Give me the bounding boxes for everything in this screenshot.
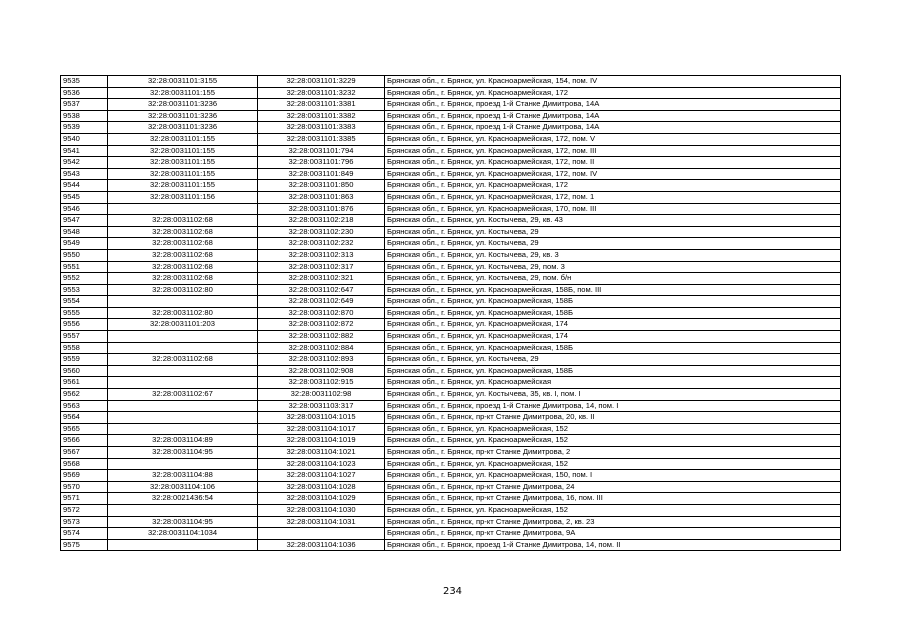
row-number-cell: 9550: [61, 249, 108, 261]
row-number-cell: 9560: [61, 365, 108, 377]
new-cadastral-number-cell: 32:28:0031104:1031: [258, 516, 385, 528]
new-cadastral-number-cell: 32:28:0031101:3232: [258, 87, 385, 99]
table-row: [61, 226, 841, 238]
table-row: [61, 76, 841, 88]
row-number-cell: 9563: [61, 400, 108, 412]
table-row: [61, 331, 841, 343]
old-cadastral-number-cell: 32:28:0031104:95: [108, 516, 258, 528]
new-cadastral-number-cell: 32:28:0031103:317: [258, 400, 385, 412]
row-number-cell: 9549: [61, 238, 108, 250]
address-cell: Брянская обл., г. Брянск, ул. Красноармейская, 158Б: [385, 307, 841, 319]
address-cell: Брянская обл., г. Брянск, проезд 1-й Станке Димитрова, 14, пом. II: [385, 539, 841, 551]
address-cell: Брянская обл., г. Брянск, ул. Красноармейская, 172: [385, 180, 841, 192]
old-cadastral-number-cell: 32:28:0031101:155: [108, 145, 258, 157]
row-number-cell: 9575: [61, 539, 108, 551]
row-number-cell: 9535: [61, 76, 108, 88]
address-cell: Брянская обл., г. Брянск, ул. Красноармейская, 158Б: [385, 296, 841, 308]
old-cadastral-number-cell: 32:28:0031104:88: [108, 470, 258, 482]
new-cadastral-number-cell: 32:28:0031101:3381: [258, 99, 385, 111]
address-cell: Брянская обл., г. Брянск, ул. Костычева, 29: [385, 226, 841, 238]
address-cell: Брянская обл., г. Брянск, ул. Красноармейская, 174: [385, 331, 841, 343]
new-cadastral-number-cell: 32:28:0031102:884: [258, 342, 385, 354]
row-number-cell: 9572: [61, 504, 108, 516]
old-cadastral-number-cell: 32:28:0031101:155: [108, 180, 258, 192]
new-cadastral-number-cell: 32:28:0031101:3383: [258, 122, 385, 134]
row-number-cell: 9539: [61, 122, 108, 134]
old-cadastral-number-cell: 32:28:0031101:156: [108, 191, 258, 203]
new-cadastral-number-cell: 32:28:0031102:649: [258, 296, 385, 308]
old-cadastral-number-cell: 32:28:0031101:155: [108, 157, 258, 169]
new-cadastral-number-cell: 32:28:0031102:230: [258, 226, 385, 238]
row-number-cell: 9559: [61, 354, 108, 366]
row-number-cell: 9553: [61, 284, 108, 296]
table-row: [61, 215, 841, 227]
address-cell: Брянская обл., г. Брянск, пр-кт Станке Димитрова, 2: [385, 447, 841, 459]
new-cadastral-number-cell: 32:28:0031101:3229: [258, 76, 385, 88]
new-cadastral-number-cell: 32:28:0031104:1023: [258, 458, 385, 470]
row-number-cell: 9552: [61, 273, 108, 285]
address-cell: Брянская обл., г. Брянск, ул. Костычева, 29: [385, 354, 841, 366]
new-cadastral-number-cell: 32:28:0031102:232: [258, 238, 385, 250]
address-cell: Брянская обл., г. Брянск, пр-кт Станке Димитрова, 9А: [385, 528, 841, 540]
address-cell: Брянская обл., г. Брянск, проезд 1-й Станке Димитрова, 14А: [385, 122, 841, 134]
address-cell: Брянская обл., г. Брянск, ул. Костычева, 29, пом. б/н: [385, 273, 841, 285]
old-cadastral-number-cell: [108, 504, 258, 516]
address-cell: Брянская обл., г. Брянск, ул. Красноармейская, 150, пом. I: [385, 470, 841, 482]
address-cell: Брянская обл., г. Брянск, ул. Красноармейская, 172: [385, 87, 841, 99]
page-number: 234: [442, 586, 463, 597]
new-cadastral-number-cell: 32:28:0031104:1027: [258, 470, 385, 482]
old-cadastral-number-cell: 32:28:0031101:155: [108, 87, 258, 99]
table-row: [61, 168, 841, 180]
new-cadastral-number-cell: 32:28:0031102:317: [258, 261, 385, 273]
row-number-cell: 9547: [61, 215, 108, 227]
new-cadastral-number-cell: 32:28:0031101:863: [258, 191, 385, 203]
table-row: [61, 412, 841, 424]
old-cadastral-number-cell: 32:28:0031104:1034: [108, 528, 258, 540]
row-number-cell: 9545: [61, 191, 108, 203]
address-cell: Брянская обл., г. Брянск, ул. Красноармейская, 152: [385, 435, 841, 447]
table-row: [61, 354, 841, 366]
row-number-cell: 9541: [61, 145, 108, 157]
new-cadastral-number-cell: 32:28:0031104:1015: [258, 412, 385, 424]
table-row: [61, 273, 841, 285]
table-row: [61, 133, 841, 145]
old-cadastral-number-cell: [108, 331, 258, 343]
new-cadastral-number-cell: 32:28:0031102:882: [258, 331, 385, 343]
old-cadastral-number-cell: [108, 539, 258, 551]
table-row: [61, 284, 841, 296]
address-cell: Брянская обл., г. Брянск, ул. Красноармейская, 152: [385, 423, 841, 435]
table-row: [61, 400, 841, 412]
table-row: [61, 342, 841, 354]
address-cell: Брянская обл., г. Брянск, пр-кт Станке Димитрова, 20, кв. II: [385, 412, 841, 424]
row-number-cell: 9570: [61, 481, 108, 493]
old-cadastral-number-cell: 32:28:0031101:3236: [108, 122, 258, 134]
table-row: [61, 528, 841, 540]
table-row: [61, 261, 841, 273]
row-number-cell: 9548: [61, 226, 108, 238]
old-cadastral-number-cell: [108, 203, 258, 215]
table-row: [61, 365, 841, 377]
address-cell: Брянская обл., г. Брянск, ул. Красноармейская, 154, пом. IV: [385, 76, 841, 88]
new-cadastral-number-cell: 32:28:0031102:313: [258, 249, 385, 261]
row-number-cell: 9544: [61, 180, 108, 192]
old-cadastral-number-cell: [108, 400, 258, 412]
address-cell: Брянская обл., г. Брянск, ул. Костычева, 29, пом. 3: [385, 261, 841, 273]
new-cadastral-number-cell: 32:28:0031101:3382: [258, 110, 385, 122]
new-cadastral-number-cell: 32:28:0031104:1030: [258, 504, 385, 516]
address-cell: Брянская обл., г. Брянск, ул. Красноармейская, 174: [385, 319, 841, 331]
row-number-cell: 9565: [61, 423, 108, 435]
address-cell: Брянская обл., г. Брянск, ул. Костычева, 35, кв. I, пом. I: [385, 389, 841, 401]
old-cadastral-number-cell: 32:28:0031102:68: [108, 249, 258, 261]
address-cell: Брянская обл., г. Брянск, ул. Красноармейская, 172, пом. II: [385, 157, 841, 169]
row-number-cell: 9540: [61, 133, 108, 145]
old-cadastral-number-cell: 32:28:0031104:106: [108, 481, 258, 493]
new-cadastral-number-cell: [258, 528, 385, 540]
table-row: [61, 504, 841, 516]
old-cadastral-number-cell: 32:28:0031102:80: [108, 284, 258, 296]
new-cadastral-number-cell: 32:28:0031101:794: [258, 145, 385, 157]
row-number-cell: 9555: [61, 307, 108, 319]
row-number-cell: 9537: [61, 99, 108, 111]
old-cadastral-number-cell: [108, 296, 258, 308]
address-cell: Брянская обл., г. Брянск, ул. Красноармейская, 158Б: [385, 365, 841, 377]
new-cadastral-number-cell: 32:28:0031101:796: [258, 157, 385, 169]
address-cell: Брянская обл., г. Брянск, ул. Красноармейская, 152: [385, 458, 841, 470]
old-cadastral-number-cell: 32:28:0031102:68: [108, 226, 258, 238]
address-cell: Брянская обл., г. Брянск, ул. Красноармейская, 172, пом. IV: [385, 168, 841, 180]
table-row: [61, 145, 841, 157]
new-cadastral-number-cell: 32:28:0031104:1021: [258, 447, 385, 459]
new-cadastral-number-cell: 32:28:0031102:872: [258, 319, 385, 331]
table-row: [61, 191, 841, 203]
table-row: [61, 87, 841, 99]
table-row: [61, 99, 841, 111]
registry-table-body: [61, 76, 841, 551]
row-number-cell: 9568: [61, 458, 108, 470]
new-cadastral-number-cell: 32:28:0031101:850: [258, 180, 385, 192]
table-row: [61, 110, 841, 122]
address-cell: Брянская обл., г. Брянск, ул. Красноармейская, 172, пом. 1: [385, 191, 841, 203]
row-number-cell: 9546: [61, 203, 108, 215]
table-row: [61, 423, 841, 435]
table-row: [61, 539, 841, 551]
old-cadastral-number-cell: 32:28:0031102:68: [108, 215, 258, 227]
row-number-cell: 9562: [61, 389, 108, 401]
table-row: [61, 481, 841, 493]
row-number-cell: 9573: [61, 516, 108, 528]
address-cell: Брянская обл., г. Брянск, ул. Костычева, 29: [385, 238, 841, 250]
new-cadastral-number-cell: 32:28:0031104:1017: [258, 423, 385, 435]
old-cadastral-number-cell: 32:28:0031102:68: [108, 273, 258, 285]
address-cell: Брянская обл., г. Брянск, ул. Красноармейская: [385, 377, 841, 389]
address-cell: Брянская обл., г. Брянск, пр-кт Станке Димитрова, 2, кв. 23: [385, 516, 841, 528]
table-row: [61, 447, 841, 459]
new-cadastral-number-cell: 32:28:0031101:876: [258, 203, 385, 215]
table-row: [61, 319, 841, 331]
new-cadastral-number-cell: 32:28:0031102:915: [258, 377, 385, 389]
table-row: [61, 249, 841, 261]
old-cadastral-number-cell: [108, 342, 258, 354]
table-row: [61, 493, 841, 505]
row-number-cell: 9558: [61, 342, 108, 354]
new-cadastral-number-cell: 32:28:0031102:908: [258, 365, 385, 377]
new-cadastral-number-cell: 32:28:0031104:1019: [258, 435, 385, 447]
table-row: [61, 389, 841, 401]
address-cell: Брянская обл., г. Брянск, ул. Красноармейская, 172, пом. V: [385, 133, 841, 145]
old-cadastral-number-cell: 32:28:0031104:95: [108, 447, 258, 459]
row-number-cell: 9542: [61, 157, 108, 169]
row-number-cell: 9574: [61, 528, 108, 540]
new-cadastral-number-cell: 32:28:0031102:218: [258, 215, 385, 227]
new-cadastral-number-cell: 32:28:0031102:870: [258, 307, 385, 319]
address-cell: Брянская обл., г. Брянск, ул. Красноармейская, 158Б: [385, 342, 841, 354]
table-row: [61, 203, 841, 215]
registry-table: [60, 75, 841, 551]
row-number-cell: 9561: [61, 377, 108, 389]
old-cadastral-number-cell: [108, 377, 258, 389]
old-cadastral-number-cell: 32:28:0031101:203: [108, 319, 258, 331]
address-cell: Брянская обл., г. Брянск, пр-кт Станке Димитрова, 24: [385, 481, 841, 493]
row-number-cell: 9554: [61, 296, 108, 308]
row-number-cell: 9566: [61, 435, 108, 447]
address-cell: Брянская обл., г. Брянск, пр-кт Станке Димитрова, 16, пом. III: [385, 493, 841, 505]
old-cadastral-number-cell: 32:28:0031101:155: [108, 168, 258, 180]
table-row: [61, 470, 841, 482]
address-cell: Брянская обл., г. Брянск, ул. Красноармейская, 158Б, пом. III: [385, 284, 841, 296]
row-number-cell: 9564: [61, 412, 108, 424]
address-cell: Брянская обл., г. Брянск, ул. Красноармейская, 172, пом. III: [385, 145, 841, 157]
row-number-cell: 9571: [61, 493, 108, 505]
old-cadastral-number-cell: 32:28:0031101:3155: [108, 76, 258, 88]
new-cadastral-number-cell: 32:28:0031104:1036: [258, 539, 385, 551]
table-row: [61, 238, 841, 250]
address-cell: Брянская обл., г. Брянск, проезд 1-й Станке Димитрова, 14А: [385, 99, 841, 111]
table-row: [61, 516, 841, 528]
new-cadastral-number-cell: 32:28:0031102:98: [258, 389, 385, 401]
row-number-cell: 9543: [61, 168, 108, 180]
old-cadastral-number-cell: 32:28:0031102:68: [108, 261, 258, 273]
old-cadastral-number-cell: [108, 365, 258, 377]
old-cadastral-number-cell: [108, 458, 258, 470]
table-row: [61, 435, 841, 447]
table-row: [61, 157, 841, 169]
row-number-cell: 9567: [61, 447, 108, 459]
address-cell: Брянская обл., г. Брянск, ул. Красноармейская, 170, пом. III: [385, 203, 841, 215]
old-cadastral-number-cell: 32:28:0031101:155: [108, 133, 258, 145]
new-cadastral-number-cell: 32:28:0031102:893: [258, 354, 385, 366]
new-cadastral-number-cell: 32:28:0031101:3385: [258, 133, 385, 145]
address-cell: Брянская обл., г. Брянск, проезд 1-й Станке Димитрова, 14, пом. I: [385, 400, 841, 412]
table-row: [61, 296, 841, 308]
new-cadastral-number-cell: 32:28:0031101:849: [258, 168, 385, 180]
old-cadastral-number-cell: 32:28:0031101:3236: [108, 110, 258, 122]
new-cadastral-number-cell: 32:28:0031104:1028: [258, 481, 385, 493]
old-cadastral-number-cell: 32:28:0021436:54: [108, 493, 258, 505]
row-number-cell: 9538: [61, 110, 108, 122]
old-cadastral-number-cell: 32:28:0031102:67: [108, 389, 258, 401]
old-cadastral-number-cell: [108, 423, 258, 435]
new-cadastral-number-cell: 32:28:0031102:321: [258, 273, 385, 285]
row-number-cell: 9569: [61, 470, 108, 482]
table-row: [61, 458, 841, 470]
row-number-cell: 9551: [61, 261, 108, 273]
row-number-cell: 9536: [61, 87, 108, 99]
old-cadastral-number-cell: 32:28:0031104:89: [108, 435, 258, 447]
address-cell: Брянская обл., г. Брянск, ул. Костычева, 29, кв. 43: [385, 215, 841, 227]
table-row: [61, 180, 841, 192]
new-cadastral-number-cell: 32:28:0031104:1029: [258, 493, 385, 505]
table-row: [61, 377, 841, 389]
table-row: [61, 307, 841, 319]
row-number-cell: 9556: [61, 319, 108, 331]
old-cadastral-number-cell: [108, 412, 258, 424]
address-cell: Брянская обл., г. Брянск, ул. Красноармейская, 152: [385, 504, 841, 516]
new-cadastral-number-cell: 32:28:0031102:647: [258, 284, 385, 296]
old-cadastral-number-cell: 32:28:0031102:68: [108, 354, 258, 366]
address-cell: Брянская обл., г. Брянск, проезд 1-й Станке Димитрова, 14А: [385, 110, 841, 122]
table-row: [61, 122, 841, 134]
row-number-cell: 9557: [61, 331, 108, 343]
old-cadastral-number-cell: 32:28:0031102:68: [108, 238, 258, 250]
old-cadastral-number-cell: 32:28:0031101:3236: [108, 99, 258, 111]
old-cadastral-number-cell: 32:28:0031102:80: [108, 307, 258, 319]
address-cell: Брянская обл., г. Брянск, ул. Костычева, 29, кв. 3: [385, 249, 841, 261]
